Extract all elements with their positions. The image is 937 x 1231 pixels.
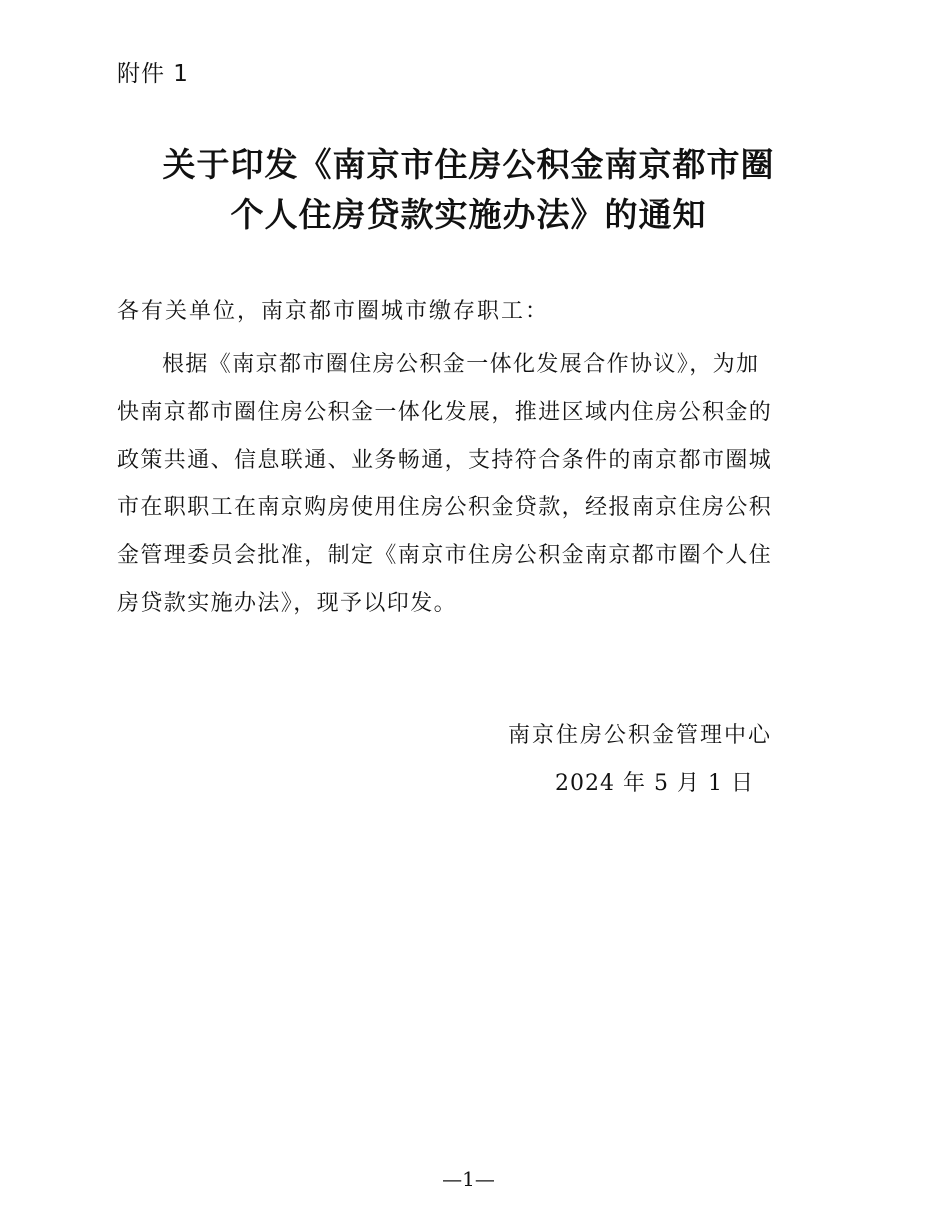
issuer-signature: 南京住房公积金管理中心 xyxy=(508,723,773,748)
salutation: 各有关单位，南京都市圈城市缴存职工： xyxy=(117,299,550,324)
title-line-2: 个人住房贷款实施办法》的通知 xyxy=(230,195,707,234)
title-line-1: 关于印发《南京市住房公积金南京都市圈 xyxy=(162,145,775,184)
body-line: 快南京都市圈住房公积金一体化发展，推进区域内住房公积金的 xyxy=(117,399,773,425)
body-line: 根据《南京都市圈住房公积金一体化发展合作协议》，为加 xyxy=(162,352,760,377)
body-line: 市在职职工在南京购房使用住房公积金贷款，经报南京住房公积 xyxy=(117,495,773,521)
body-line: 金管理委员会批准，制定《南京市住房公积金南京都市圈个人住 xyxy=(117,543,773,569)
issue-date: 2024 年 5 月 1 日 xyxy=(555,771,754,796)
body-paragraph xyxy=(117,341,822,628)
attachment-label: 附件 1 xyxy=(117,61,189,87)
body-line: 房贷款实施办法》，现予以印发。 xyxy=(117,590,458,616)
document-title xyxy=(0,140,937,240)
page-number: —1— xyxy=(442,1167,495,1191)
body-line: 政策共通、信息联通、业务畅通，支持符合条件的南京都市圈城 xyxy=(117,447,773,473)
